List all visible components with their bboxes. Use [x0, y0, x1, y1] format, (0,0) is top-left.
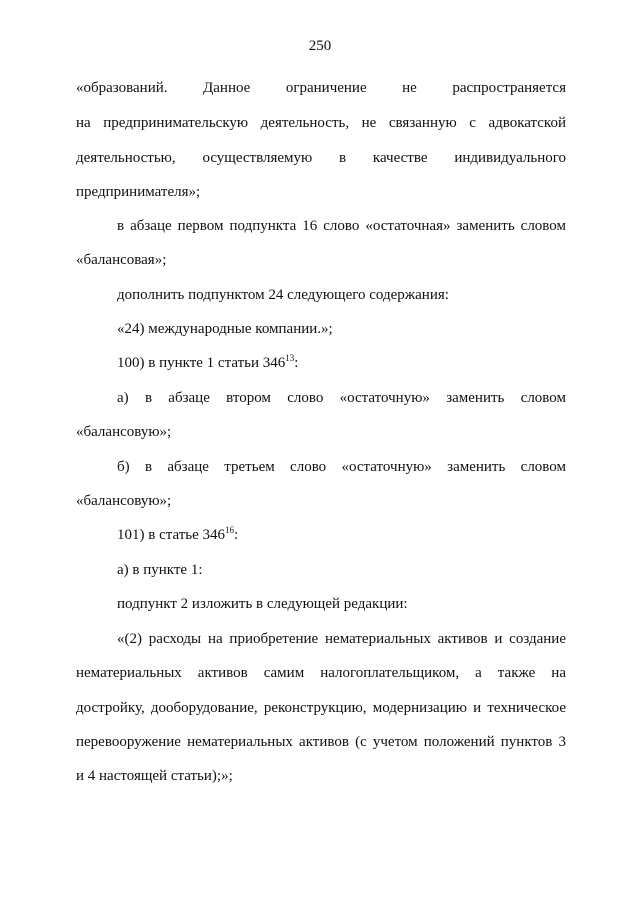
text-segment: 101) в статье 346: [117, 527, 226, 543]
text-line: «(2) расходы на приобретение нематериальных активов и создание: [117, 631, 566, 647]
text-line: «24) международные компании.»;: [117, 321, 333, 337]
text-line: предпринимателя»;: [76, 184, 201, 200]
text-line: подпункт 2 изложить в следующей редакции:: [117, 596, 408, 612]
text-line: б) в абзаце третьем слово «остаточную» заменить словом: [117, 459, 566, 475]
text-line: а) в пункте 1:: [117, 562, 203, 578]
text-line: «балансовую»;: [76, 493, 172, 509]
text-line-with-superscript: [117, 526, 566, 544]
superscript: 16: [225, 525, 235, 535]
text-line: и 4 настоящей статьи);»;: [76, 768, 233, 784]
text-line: перевооружение нематериальных активов (с учетом положений пунктов 3: [76, 734, 566, 750]
text-line: «балансовая»;: [76, 252, 167, 268]
text-line: достройку, дооборудование, реконструкцию, модернизацию и техническое: [76, 700, 566, 716]
text-line: «балансовую»;: [76, 424, 172, 440]
text-line: нематериальных активов самим налогоплательщиком, а также на: [76, 665, 566, 681]
text-line: деятельностью, осуществляемую в качестве индивидуального: [76, 150, 566, 166]
text-line: в абзаце первом подпункта 16 слово «остаточная» заменить словом: [117, 218, 566, 234]
superscript: 13: [285, 353, 295, 363]
page-number: 250: [308, 38, 332, 54]
text-line: «образований. Данное ограничение не распространяется: [76, 80, 566, 96]
text-line: а) в абзаце втором слово «остаточную» заменить словом: [117, 390, 566, 406]
text-line-with-superscript: [117, 354, 566, 372]
text-line: дополнить подпунктом 24 следующего содержания:: [117, 287, 449, 303]
text-line: на предпринимательскую деятельность, не связанную с адвокатской: [76, 115, 566, 131]
text-segment: :: [234, 527, 239, 543]
text-segment: 100) в пункте 1 статьи 346: [117, 355, 286, 371]
text-segment: :: [294, 355, 299, 371]
